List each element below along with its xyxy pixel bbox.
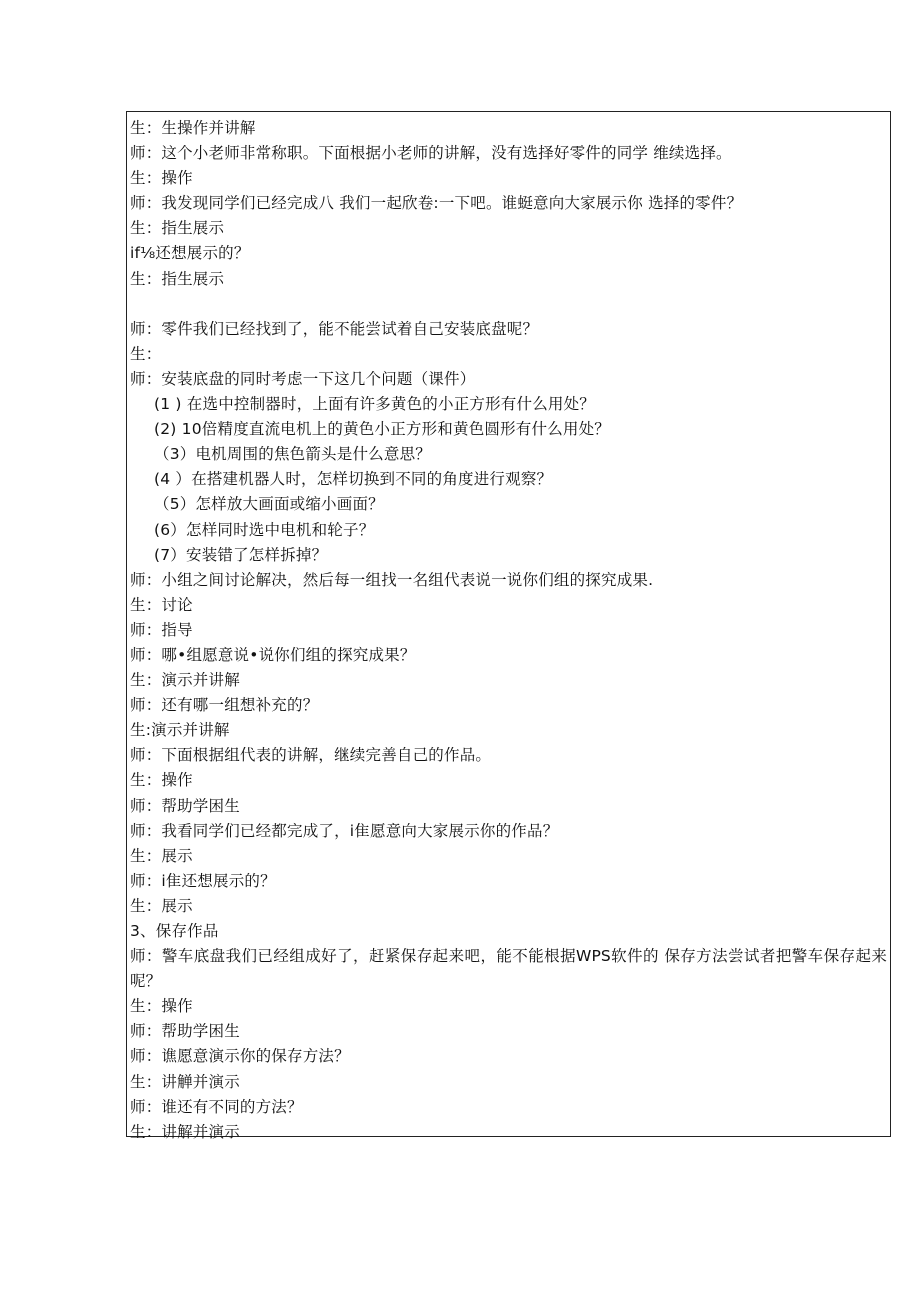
question-item: (6）怎样同时选中电机和轮子？: [154, 520, 375, 539]
question-item: （3）电机周围的焦色箭头是什么意思？: [154, 445, 431, 464]
dialogue-line: 师：警车底盘我们已经组成好了，赶紧保存起来吧，能不能根据WPS软件的 保存方法尝试者把警车保存起来呢？: [130, 947, 887, 991]
dialogue-line: 师：安装底盘的同时考虑一下这几个问题（课件）: [130, 369, 476, 388]
dialogue-line: 师：哪•组愿意说•说你们组的探究成果？: [130, 645, 416, 664]
dialogue-line: 生：展示: [130, 896, 193, 915]
lesson-table-cell: [126, 111, 891, 1141]
dialogue-line: 师：小组之间讨论解决，然后每一组找一名组代表说一说你们组的探究成果.: [130, 570, 654, 589]
dialogue-line: 师：我发现同学们已经完成八 我们一起欣卷:一下吧。谁蜓意向大家展示你 选择的零件？: [130, 194, 743, 213]
dialogue-line: 生：讨论: [130, 595, 193, 614]
dialogue-line: 师：帮助学困生: [130, 796, 240, 815]
dialogue-line: 生：讲觯并演示: [130, 1072, 240, 1091]
section-heading: 3、保存作品: [130, 922, 219, 940]
dialogue-line: 师：还有哪一组想补充的？: [130, 696, 319, 715]
dialogue-line: 师：这个小老师非常称职。下面根据小老师的讲解，没有选择好零件的同学 维续选择。: [130, 144, 732, 163]
blank-line: [130, 292, 887, 317]
dialogue-line: 生：展示: [130, 846, 193, 865]
question-item: （5）怎样放大画面或缩小画面？: [154, 495, 384, 514]
dialogue-line: 师：零件我们已经找到了，能不能尝试着自己安装底盘呢？: [130, 319, 539, 338]
question-item: (1 ) 在选中控制器时，上面有许多黄色的小正方形有什么用处？: [154, 395, 596, 414]
dialogue-line: 师：谯愿意演示你的保存方法？: [130, 1047, 350, 1066]
dialogue-line: 师：谁还有不同的方法？: [130, 1097, 303, 1116]
dialogue-line: 生：操作: [130, 771, 193, 790]
dialogue-line: 生：指生展示: [130, 269, 225, 288]
dialogue-line: 生：: [130, 344, 162, 363]
question-item: (2) 10倍精度直流电机上的黄色小正方形和黄色圆形有什么用处？: [154, 420, 611, 439]
dialogue-line: 师：i隹还想展示的？: [130, 871, 276, 890]
dialogue-line: 生：操作: [130, 169, 193, 188]
dialogue-line: 生：演示并讲解: [130, 671, 240, 690]
dialogue-line: 生：操作: [130, 997, 193, 1016]
dialogue-line: 师：下面根据组代表的讲解，继续完善自己的作品。: [130, 746, 492, 765]
dialogue-line: 师：帮助学困生: [130, 1022, 240, 1041]
dialogue-line: 生：讲解并演示: [130, 1122, 240, 1141]
dialogue-line: 生：生操作并讲解: [130, 119, 256, 137]
question-item: (4 ）在搭建机器人时，怎样切换到不同的角度进行观察？: [154, 470, 553, 489]
dialogue-line: 师：指导: [130, 620, 193, 639]
dialogue-line: 生:演示并讲解: [130, 721, 230, 740]
question-item: (7）安装错了怎样拆掉？: [154, 545, 328, 564]
dialogue-line: 师：我看同学们已经都完成了，i隹愿意向大家展示你的作品？: [130, 821, 559, 840]
dialogue-line: 生：指生展示: [130, 219, 225, 238]
lesson-dialogue: [130, 116, 887, 1145]
dialogue-line: if⅛还想展示的？: [130, 244, 250, 263]
